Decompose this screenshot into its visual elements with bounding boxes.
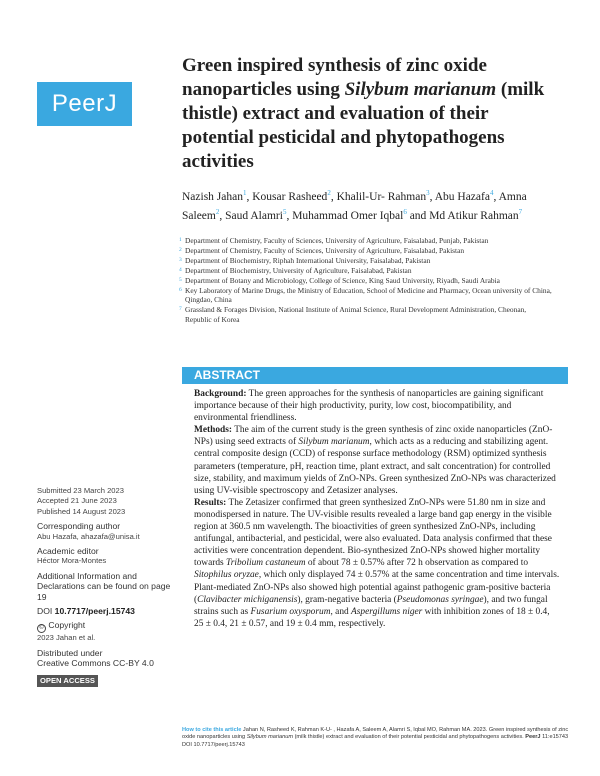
affiliation-item xyxy=(179,285,552,306)
cite-species: Silybum marianum xyxy=(246,734,294,741)
author-name[interactable]: Kousar Rasheed xyxy=(252,190,328,203)
results-species-3: Clavibacter michiganensis xyxy=(197,594,298,605)
author-name[interactable]: Khalil-Ur- Rahman xyxy=(336,190,427,203)
academic-editor xyxy=(37,546,177,567)
open-access-badge: OPEN ACCESS xyxy=(37,675,98,687)
methods-text-1: The aim of the current study is the green synthesis of zinc oxide nanoparticles (ZnO-NPs) using seed extracts of xyxy=(194,425,553,448)
article-sidebar xyxy=(37,486,177,687)
results-text-1: The Zetasizer confirmed that green synthesized ZnO-NPs were 51.80 nm in size and monodispersed in nature. The UV-visible results revealed a large band gap energy in the visible region at 360.5 nm wavelength. The bioactivities of green synthesized ZnO-NPs, including antifungal, antibacterial, and pesticidal, were also evaluated. Data analysis confirmed that these activities were concentration dependent. Bio-synthesized ZnO-NPs showed higher mortality towards xyxy=(194,497,552,569)
affiliation-number: 6 xyxy=(179,286,182,293)
corresponding-author-link[interactable]: Abu Hazafa, ahazafa@unisa.it xyxy=(37,531,140,541)
citation-footer xyxy=(182,727,572,749)
copyright-icon: © xyxy=(37,624,46,633)
results-text-2: of about 78 ± 0.57% after 72 h observation as compared to xyxy=(305,558,529,569)
cite-journal: PeerJ xyxy=(525,734,541,741)
affiliation-number: 2 xyxy=(179,246,182,253)
background-text: The green approaches for the synthesis of nanoparticles are gaining significant importance because of their high productivity, purity, low cost, biocompatibility, and environmental friendliness. xyxy=(194,389,544,424)
abstract-results xyxy=(194,497,560,630)
author-separator: , xyxy=(429,190,435,203)
license-link[interactable]: Creative Commons CC-BY 4.0 xyxy=(37,658,154,669)
submitted-date: Submitted 23 March 2023 xyxy=(37,486,124,495)
author-name[interactable]: Abu Hazafa xyxy=(434,190,490,203)
abstract-header-bar xyxy=(182,367,568,384)
author-affiliation-marker: 1 xyxy=(243,189,247,197)
affiliation-text: Grassland & Forages Division, National Institute of Animal Science, Rural Development Administration, Cheonan, Republic of Korea xyxy=(185,305,527,325)
background-label: Background: xyxy=(194,389,247,399)
author-affiliation-marker: 2 xyxy=(215,208,220,217)
author-separator: , xyxy=(330,190,337,203)
affiliation-item xyxy=(179,275,552,286)
cite-text-3: 11:e15743 xyxy=(540,734,569,741)
article-title xyxy=(182,54,562,174)
methods-label: Methods: xyxy=(194,425,233,436)
author-affiliation-marker: 2 xyxy=(327,189,331,197)
article-doi[interactable] xyxy=(37,606,177,616)
affiliation-item xyxy=(179,305,552,325)
doi-value[interactable]: 10.7717/peerj.15743 xyxy=(54,606,135,617)
additional-info-note: Additional Information and Declarations can be found on page 19 xyxy=(37,570,171,602)
cite-text-2: (milk thistle) extract and evaluation of their potential pesticidal and phytopathogens activities. xyxy=(293,734,526,741)
cite-label: How to cite this article xyxy=(182,727,242,733)
peerj-logo: PeerJ xyxy=(37,82,132,126)
author-list xyxy=(182,186,552,225)
results-species-5: Fusarium oxysporum xyxy=(250,606,331,617)
affiliation-number: 3 xyxy=(179,256,182,263)
author-separator: , xyxy=(286,210,293,223)
author-separator: , xyxy=(219,210,226,223)
author-affiliation-marker: 5 xyxy=(282,208,287,217)
affiliation-text: Department of Botany and Microbiology, College of Science, King Saud University, Riyadh, Saudi Arabia xyxy=(185,275,500,285)
author-affiliation-marker: 6 xyxy=(403,208,407,217)
affiliation-number: 7 xyxy=(179,306,182,313)
abstract-heading: ABSTRACT xyxy=(194,368,260,382)
affiliation-text: Department of Biochemistry, University of Agriculture, Faisalabad, Pakistan xyxy=(185,265,412,275)
cite-text-1: Jahan N, Rasheed K, Rahman K-U- , Hazafa A, Saleem A, Alamri S, Iqbal MO, Rahman MA. 2023. Green inspired synthesis of zinc oxide nanoparticles using xyxy=(182,727,569,741)
affiliation-text: Department of Biochemistry, Riphah International University, Faisalabad, Pakistan xyxy=(185,255,431,265)
license-line-1: Distributed under xyxy=(37,647,103,658)
results-species-1: Tribolium castaneum xyxy=(226,558,306,569)
results-text-6: , and xyxy=(330,606,352,617)
affiliation-item xyxy=(179,255,552,266)
copyright-label: Copyright xyxy=(48,620,86,631)
copyright-heading xyxy=(37,620,177,633)
methods-text-2: , which acts as a reducing and stabilizing agent. central composite design (CCD) of response surface methodology (RSM) optimized synthesis parameters (temperature, pH, reaction time, plant extract, and salt concentration) for controlled size, stability, and maximum yields of ZnO-NPs. Green synthesized ZnO-NPs was characterized using UV-visible spectroscopy and Zetasizer analyses. xyxy=(194,437,556,496)
title-part-1: Green inspired synthesis of zinc oxide nanoparticles using xyxy=(182,55,487,100)
author-name[interactable]: Md Atikur Rahman xyxy=(429,210,519,223)
author-affiliation-marker: 3 xyxy=(426,189,430,197)
affiliation-item xyxy=(179,265,552,276)
academic-editor-heading: Academic editor xyxy=(37,546,99,557)
results-text-7: with inhibition zones of 18 ± 0.4, 25 ± 0.4, 21 ± 0.57, and 19 ± 0.4 mm, respectively. xyxy=(194,606,550,629)
methods-species: Silybum marianum xyxy=(298,437,370,448)
affiliation-number: 5 xyxy=(179,276,182,283)
results-species-2: Sitophilus oryzae xyxy=(194,570,259,581)
results-label: Results: xyxy=(194,497,227,508)
author-name[interactable]: Muhammad Omer Iqbal xyxy=(292,210,404,223)
author-separator: , xyxy=(246,190,253,203)
corresponding-author xyxy=(37,521,177,542)
copyright-holder: 2023 Jahan et al. xyxy=(37,633,96,643)
title-species: Silybum marianum xyxy=(344,79,497,100)
author-name[interactable]: Saud Alamri xyxy=(225,210,283,223)
copyright xyxy=(37,620,177,643)
author-affiliation-marker: 7 xyxy=(518,208,523,217)
results-text-5: ), and two fungal strains such as xyxy=(194,594,548,617)
title-part-2: (milk thistle) extract and evaluation of their potential pesticidal and phytopathogens activities xyxy=(182,79,545,172)
accepted-date: Accepted 21 June 2023 xyxy=(37,496,117,506)
abstract-background xyxy=(194,388,560,424)
published-date: Published 14 August 2023 xyxy=(37,506,126,516)
affiliation-list xyxy=(179,236,552,325)
corresponding-author-heading: Corresponding author xyxy=(37,521,121,532)
abstract-methods xyxy=(194,424,560,497)
article-dates xyxy=(37,486,177,517)
results-text-3: , which only displayed 74 ± 0.57% at the same concentration and time intervals. Plant-mediated ZnO-NPs also showed high potential against pathogenic gram-positive bacteria ( xyxy=(194,570,560,605)
author-separator: , xyxy=(493,190,499,203)
abstract-body xyxy=(194,388,560,630)
author-affiliation-marker: 4 xyxy=(489,189,494,197)
affiliation-number: 1 xyxy=(179,237,182,243)
author-name[interactable]: Nazish Jahan xyxy=(182,190,243,203)
affiliation-text: Key Laboratory of Marine Drugs, the Ministry of Education, School of Medicine and Pharmacy, Ocean university of China, Qingdao, China xyxy=(185,285,552,305)
results-species-4: Pseudomonas syringae xyxy=(396,594,484,605)
license xyxy=(37,648,177,669)
affiliation-item xyxy=(179,236,552,246)
author-name[interactable]: Amna Saleem xyxy=(182,190,527,223)
academic-editor-name: Héctor Mora-Montes xyxy=(37,556,107,566)
affiliation-text: Department of Chemistry, Faculty of Sciences, University of Agriculture, Faisalabad, Punjab, Pakistan xyxy=(185,236,489,245)
doi-label: DOI xyxy=(37,606,55,617)
results-species-6: Aspergillums niger xyxy=(351,606,423,617)
affiliation-number: 4 xyxy=(179,266,182,273)
author-separator: and xyxy=(406,210,430,223)
affiliation-item xyxy=(179,245,552,256)
cite-doi[interactable]: DOI 10.7717/peerj.15743 xyxy=(182,741,245,748)
results-text-4: ), gram-negative bacteria ( xyxy=(297,594,397,605)
affiliation-text: Department of Chemistry, Faculty of Sciences, University of Agriculture, Faisalabad, Pakistan xyxy=(185,245,465,255)
